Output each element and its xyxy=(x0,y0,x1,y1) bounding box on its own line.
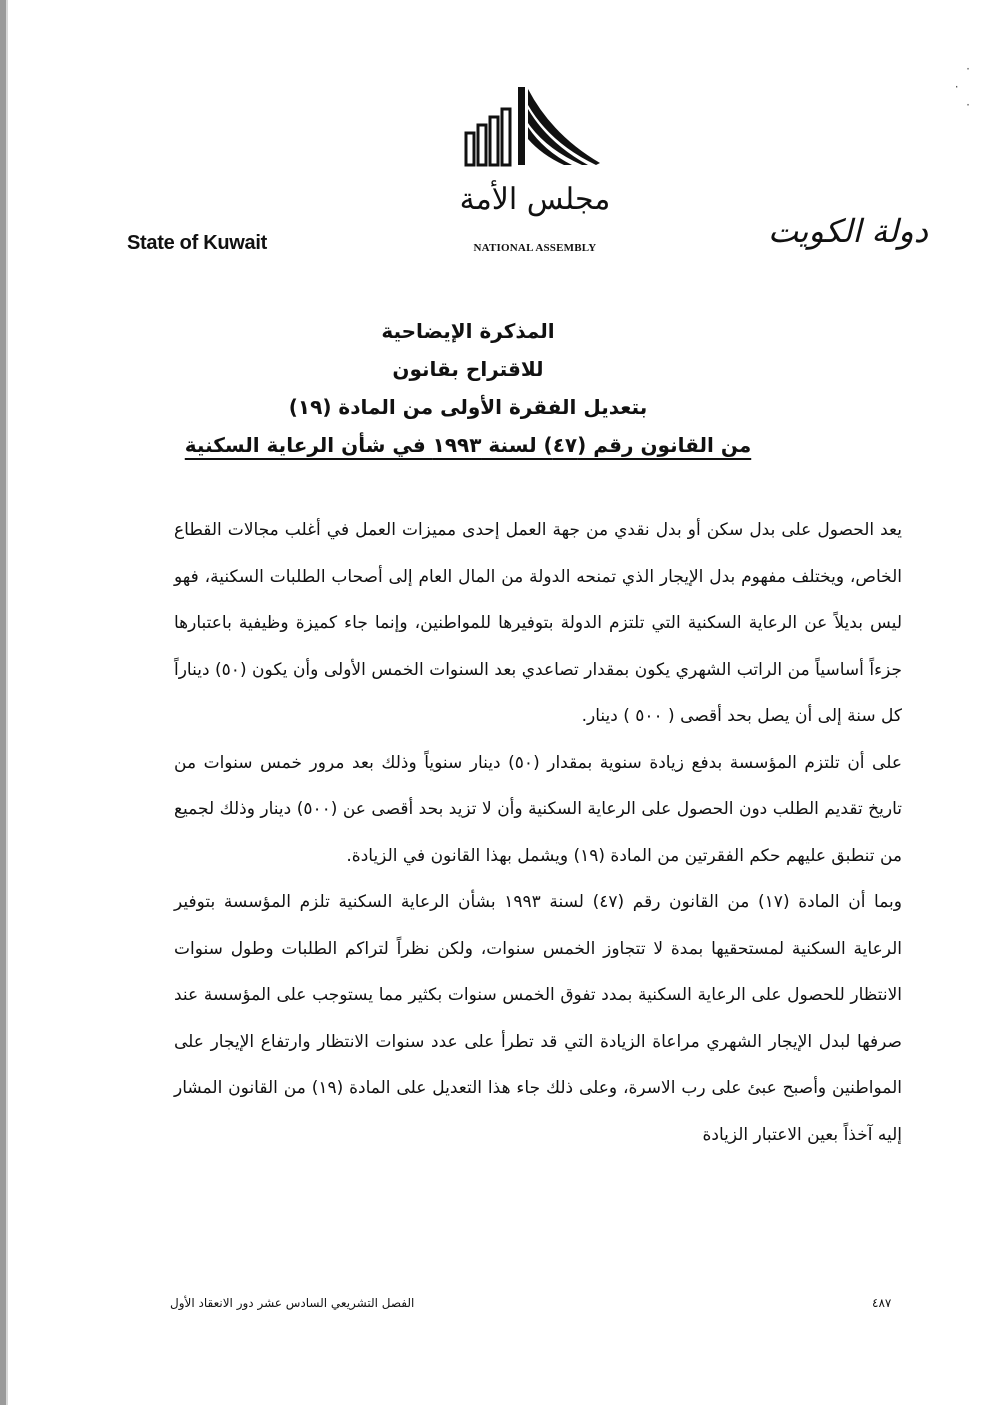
memorandum-body xyxy=(174,507,902,1158)
title-line-4: من القانون رقم (٤٧) لسنة ١٩٩٣ في شأن الرعاية السكنية xyxy=(184,433,752,457)
body-paragraph-3: وبما أن المادة (١٧) من القانون رقم (٤٧) لسنة ١٩٩٣ بشأن الرعاية السكنية تلزم المؤسسة بتوفير الرعاية السكنية لمستحقيها بمدة لا تتجاوز الخمس سنوات، ولكن نظراً لتراكم الطلبات وطول سنوات الانتظار للحصول على الرعاية السكنية بمدد تفوق الخمس سنوات بكثير مما يستوجب على المؤسسة عند صرفها لبدل الإيجار الشهري مراعاة الزيادة التي قد تطرأ على عدد سنوات الانتظار وارتفاع الإيجار على المواطنين وأصبح عبئ على رب الاسرة، وعلى ذلك جاء هذا التعديل على المادة (١٩) من القانون المشار إليه آخذاً بعين الاعتبار الزيادة xyxy=(174,892,903,1145)
title-line-3: بتعديل الفقرة الأولى من المادة (١٩) xyxy=(288,395,648,419)
footer-session: الفصل التشريعي السادس عشر دور الانعقاد الأول xyxy=(170,1296,415,1310)
body-paragraph-2: على أن تلتزم المؤسسة بدفع زيادة سنوية بمقدار (٥٠) دينار سنوياً وذلك بعد مرور خمس سنوات من تاريخ تقديم الطلب دون الحصول على الرعاية السكنية وأن لا تزيد بحد أقصى عن (٥٠٠) دينار وذلك لجميع من تنطبق عليهم حكم الفقرتين من المادة (١٩) ويشمل بهذا القانون في الزيادة. xyxy=(174,752,902,866)
footer-page-number: ٤٨٧ xyxy=(872,1296,892,1310)
letterhead xyxy=(0,0,990,290)
assembly-name-en: NATIONAL ASSEMBLY xyxy=(473,242,597,254)
title-line-1: المذكرة الإيضاحية xyxy=(381,319,555,343)
body-paragraph-1: يعد الحصول على بدل سكن أو بدل نقدي من جهة العمل إحدى مميزات العمل في أغلب مجالات القطاع الخاص، ويختلف مفهوم بدل الإيجار الذي تمنحه الدولة من المال العام إلى أصحاب الطلبات السكنية، فهو ليس بديلاً عن الرعاية السكنية التي تلتزم الدولة بتوفيرها للمواطنين، وإنما جاء كميزة وظيفية باعتبارها جزءاً أساسياً من الراتب الشهري يكون بمقدار تصاعدي بعد السنوات الخمس الأولى وأن يكون (٥٠) ديناراً كل سنة إلى أن يصل بحد أقصى ( ٥٠٠ ) دينار. xyxy=(174,520,902,726)
document-title xyxy=(118,312,818,464)
title-line-2: للاقتراح بقانون xyxy=(392,357,544,381)
national-assembly-building-icon xyxy=(462,85,602,175)
state-of-kuwait-en: State of Kuwait xyxy=(127,232,267,254)
state-of-kuwait-ar: دولة الكويت xyxy=(768,212,928,250)
scan-specks: · · · xyxy=(954,62,970,112)
assembly-name-ar: مجلس الأمة xyxy=(459,182,611,217)
